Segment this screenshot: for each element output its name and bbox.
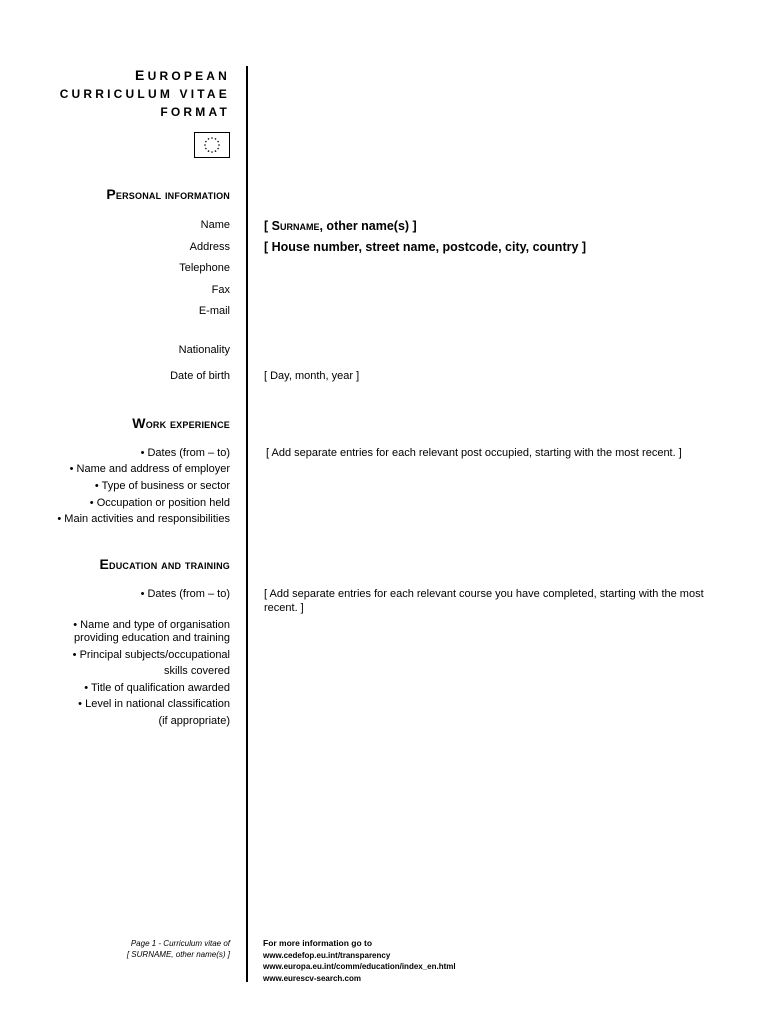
address-value: [ House number, street name, postcode, city, country ] xyxy=(264,240,587,254)
name-value: [ Surname, other name(s) ] xyxy=(264,219,417,233)
edu-entry-value-line1: [ Add separate entries for each relevant course you have completed, starting with the most xyxy=(264,588,704,600)
edu-qualification-label: • Title of qualification awarded xyxy=(84,682,230,694)
footer-link-eurescv[interactable]: www.eurescv-search.com xyxy=(263,973,361,983)
edu-subjects-label-line2: skills covered xyxy=(163,665,230,677)
cv-title-line3: FORMAT xyxy=(160,105,230,119)
dob-value: [ Day, month, year ] xyxy=(264,370,360,382)
edu-org-label-line2: providing education and training xyxy=(74,632,230,644)
footer-page-label: Page 1 - Curriculum vitae of xyxy=(130,939,230,948)
telephone-label: Telephone xyxy=(179,262,230,274)
edu-entry-value-line2: recent. ] xyxy=(264,602,304,614)
work-occupation-label: • Occupation or position held xyxy=(89,497,230,509)
edu-level-label-line1: • Level in national classification xyxy=(78,698,230,710)
edu-org-label-line1: • Name and type of organisation xyxy=(73,619,230,631)
work-business-label: • Type of business or sector xyxy=(94,480,230,492)
name-label: Name xyxy=(200,219,230,231)
fax-label: Fax xyxy=(211,284,230,296)
footer-link-cedefop[interactable]: www.cedefop.eu.int/transparency xyxy=(263,950,391,960)
dob-label: Date of birth xyxy=(170,370,230,382)
personal-info-heading: Personal information xyxy=(106,186,230,202)
email-label: E-mail xyxy=(198,305,230,317)
education-heading: Education and training xyxy=(99,556,230,572)
cv-title-line2: CURRICULUM VITAE xyxy=(59,87,230,101)
eu-flag-icon xyxy=(194,132,230,158)
edu-subjects-label-line1: • Principal subjects/occupational xyxy=(72,649,230,661)
edu-dates-label: • Dates (from – to) xyxy=(140,588,230,600)
footer-info-block xyxy=(263,938,456,984)
column-divider xyxy=(246,66,248,982)
cv-title-line1: EUROPEAN xyxy=(135,67,230,83)
footer-link-europa[interactable]: www.europa.eu.int/comm/education/index_en.html xyxy=(263,962,456,971)
work-dates-label: • Dates (from – to) xyxy=(140,447,230,459)
work-entry-value: [ Add separate entries for each relevant post occupied, starting with the most recent. ] xyxy=(266,447,682,459)
footer-cv-owner: [ SURNAME, other name(s) ] xyxy=(126,950,230,959)
work-experience-heading: Work experience xyxy=(132,415,230,431)
edu-level-label-line2: (if appropriate) xyxy=(158,715,230,727)
nationality-label: Nationality xyxy=(178,344,230,356)
work-employer-label: • Name and address of employer xyxy=(69,463,230,475)
address-label: Address xyxy=(189,241,230,253)
footer-info-heading: For more information go to xyxy=(263,938,373,948)
work-activities-label: • Main activities and responsibilities xyxy=(57,513,230,525)
